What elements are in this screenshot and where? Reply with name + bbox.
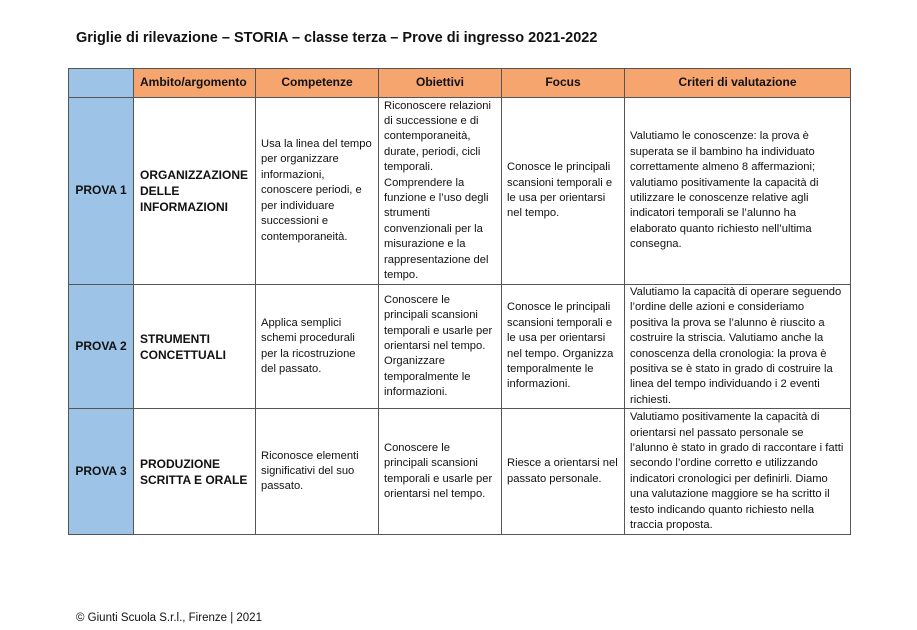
header-competenze: Competenze xyxy=(256,69,379,98)
copyright-footer: © Giunti Scuola S.r.l., Firenze | 2021 xyxy=(76,612,262,624)
obiettivi-cell: Conoscere le principali scansioni temporali e usarle per orientarsi nel tempo. xyxy=(379,409,502,535)
header-corner-cell xyxy=(69,69,134,98)
table-row xyxy=(69,285,851,409)
criteri-cell: Valutiamo positivamente la capacità di orientarsi nel passato personale se l’alunno è stato in grado di raccontare i fatti secondo l’ordine corretto e utilizzando indicatori cronologici per definirli. Diamo una valutazione maggiore se ha scritto il testo indicando quanto richiesto nella traccia proposta. xyxy=(625,409,851,535)
prova-label: PROVA 3 xyxy=(69,409,134,535)
obiettivi-cell: Riconoscere relazioni di successione e di contemporaneità, durate, periodi, cicli temporali. Comprendere la funzione e l’uso degli strumenti convenzionali per la misurazione e la rappresentazione del tempo. xyxy=(379,98,502,285)
prova-label: PROVA 1 xyxy=(69,98,134,285)
focus-cell: Riesce a orientarsi nel passato personale. xyxy=(502,409,625,535)
focus-cell: Conosce le principali scansioni temporali e le usa per orientarsi nel tempo. xyxy=(502,98,625,285)
competenze-cell: Applica semplici schemi procedurali per la ricostruzione del passato. xyxy=(256,285,379,409)
header-obiettivi: Obiettivi xyxy=(379,69,502,98)
obiettivi-cell: Conoscere le principali scansioni temporali e usarle per orientarsi nel tempo. Organizzare temporalmente le informazioni. xyxy=(379,285,502,409)
criteri-cell: Valutiamo la capacità di operare seguendo l’ordine delle azioni e consideriamo positiva la prova se l’alunno è riuscito a costruire la striscia. Valutiamo anche la conoscenza della cronologia: la prova è positiva se è stato in grado di costruire la linea del tempo individuando i 2 eventi richiesti. xyxy=(625,285,851,409)
competenze-cell: Riconosce elementi significativi del suo passato. xyxy=(256,409,379,535)
ambito-cell: STRUMENTI CONCETTUALI xyxy=(134,285,256,409)
criteri-cell: Valutiamo le conoscenze: la prova è superata se il bambino ha individuato correttamente almeno 8 affermazioni; valutiamo positivamente la capacità di utilizzare le conoscenze relative agli indicatori temporali se l’alunno ha elaborato quanto richiesto nell’ultima consegna. xyxy=(625,98,851,285)
focus-cell: Conosce le principali scansioni temporali e le usa per orientarsi nel tempo. Organizza temporalmente le informazioni. xyxy=(502,285,625,409)
header-criteri: Criteri di valutazione xyxy=(625,69,851,98)
prova-label: PROVA 2 xyxy=(69,285,134,409)
table-row xyxy=(69,409,851,535)
header-ambito: Ambito/argomento xyxy=(134,69,256,98)
ambito-cell: ORGANIZZAZIONE DELLE INFORMAZIONI xyxy=(134,98,256,285)
table-row xyxy=(69,98,851,285)
competenze-cell: Usa la linea del tempo per organizzare informazioni, conoscere periodi, e per individuare successioni e contemporaneità. xyxy=(256,98,379,285)
page-title: Griglie di rilevazione – STORIA – classe terza – Prove di ingresso 2021-2022 xyxy=(76,30,598,46)
header-focus: Focus xyxy=(502,69,625,98)
evaluation-grid-table xyxy=(68,68,851,535)
ambito-cell: PRODUZIONE SCRITTA E ORALE xyxy=(134,409,256,535)
header-row xyxy=(69,69,851,98)
